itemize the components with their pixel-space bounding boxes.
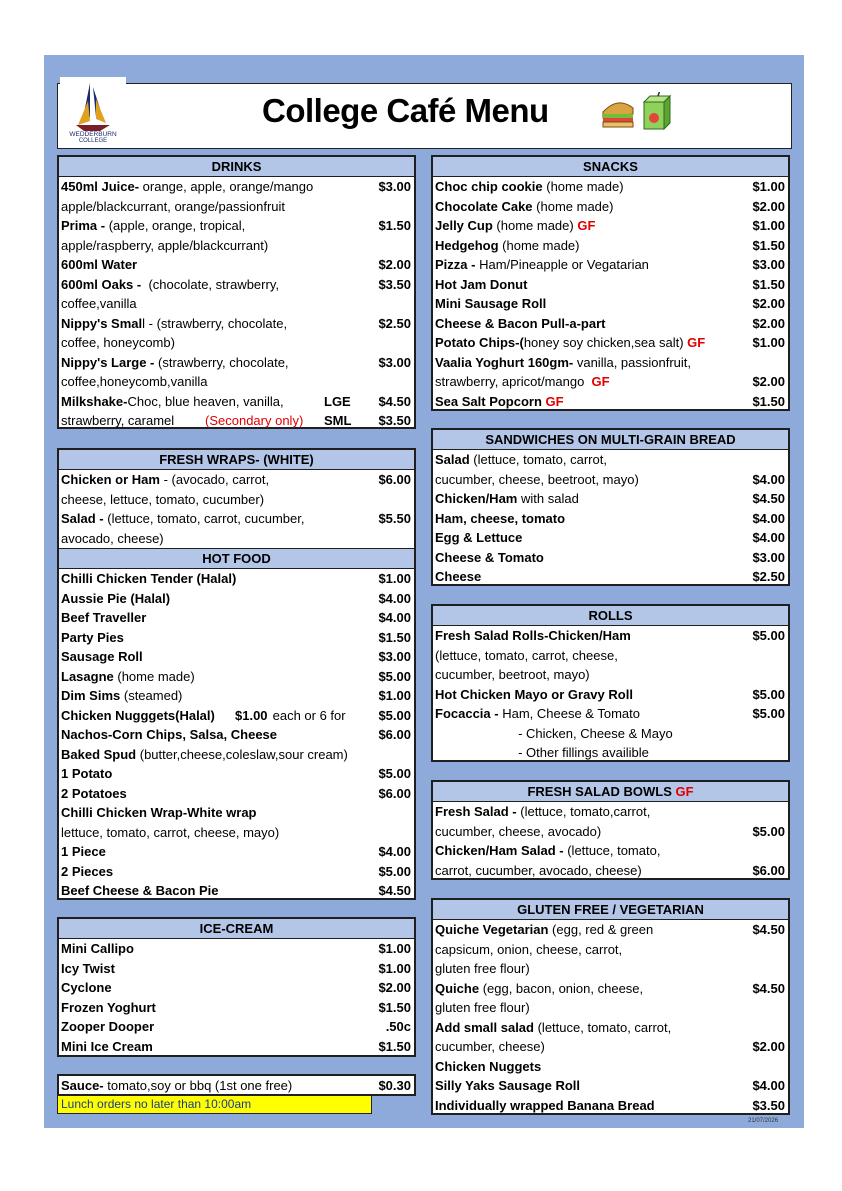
item-description: cucumber, cheese) — [435, 1039, 545, 1054]
item-description: coffee,vanilla — [61, 296, 137, 311]
menu-item — [59, 1017, 414, 1037]
item-description: Ham, Cheese & Tomato — [498, 706, 640, 721]
item-description: (lettuce, tomato, carrot, cheese, — [435, 647, 618, 663]
item-name: Chicken/Ham Salad - — [435, 843, 564, 858]
menu-item — [59, 509, 414, 529]
item-name: Baked Spud — [61, 746, 137, 762]
item-name: Frozen Yoghurt — [61, 999, 156, 1015]
salad-bowls-heading: FRESH SALAD BOWLS GF — [433, 782, 788, 802]
item-price: $2.00 — [378, 257, 411, 272]
item-price: $1.50 — [378, 218, 411, 233]
item-price: $1.00 — [752, 179, 785, 194]
item-name: Nachos-Corn Chips, Salsa, Cheese — [61, 727, 278, 742]
item-price: $5.00 — [378, 766, 411, 781]
item-name: Dim Sims — [61, 688, 121, 703]
item-name: Hedgehog — [435, 237, 499, 253]
item-price: $1.50 — [752, 393, 785, 409]
wraps-hotfood-section — [57, 448, 416, 900]
item-name: Sausage Roll — [61, 649, 143, 664]
drinks-heading: DRINKS — [59, 157, 414, 177]
item-name: Quiche Vegetarian — [435, 922, 549, 937]
page-title: College Café Menu — [262, 92, 549, 129]
menu-item — [433, 861, 788, 881]
item-name: Cyclone — [61, 980, 112, 995]
snacks-section — [431, 155, 790, 411]
item-name: Prima - — [61, 218, 106, 233]
item-price: $3.50 — [752, 1097, 785, 1113]
menu-item — [59, 177, 414, 197]
item-price: $3.00 — [378, 179, 411, 194]
item-price: $3.00 — [752, 549, 785, 565]
item-description: apple/blackcurrant, orange/passionfruit — [61, 198, 286, 214]
print-date: 21/07/2026 — [748, 1118, 779, 1124]
menu-item — [433, 704, 788, 724]
item-price: $2.50 — [752, 569, 785, 584]
item-name: 600ml Oaks - — [61, 276, 142, 292]
item-name: Nippy's Large - — [61, 354, 155, 370]
menu-item — [59, 353, 414, 373]
item-name: Sea Salt Popcorn — [435, 393, 546, 409]
item-description: vanilla, passionfruit, — [573, 354, 692, 370]
menu-item — [433, 294, 788, 314]
item-description: honey soy chicken,sea salt) — [523, 335, 688, 350]
menu-item: Sauce- tomato,soy or bbq (1st one free) $0.30 — [61, 1078, 411, 1093]
gluten-free-badge: GF — [577, 218, 596, 233]
item-description: - Other fillings availible — [435, 745, 649, 760]
hotfood-heading: HOT FOOD — [59, 548, 414, 569]
item-price: $1.00 — [378, 571, 411, 586]
item-name: Chicken/Ham — [435, 491, 518, 506]
wraps-heading: FRESH WRAPS- (WHITE) — [59, 450, 414, 470]
menu-item — [433, 333, 788, 353]
item-description: (apple, orange, tropical, — [105, 218, 246, 233]
menu-item — [59, 686, 414, 706]
menu-item — [433, 665, 788, 685]
item-price: $2.00 — [752, 198, 785, 214]
item-description: l - (strawberry, chocolate, — [142, 315, 288, 331]
sandwich-icon — [603, 103, 633, 127]
menu-item — [59, 294, 414, 314]
item-price: $1.00 — [752, 218, 785, 233]
menu-item — [59, 569, 414, 589]
menu-item: Milkshake-Choc, blue heaven, vanilla, LGE $4.50 — [61, 393, 411, 409]
item-description: cheese, lettuce, tomato, cucumber) — [61, 491, 265, 507]
item-name: Jelly Cup — [435, 218, 493, 233]
item-price: $2.00 — [378, 980, 411, 995]
item-description: gluten free flour) — [435, 1000, 530, 1015]
icecream-heading: ICE-CREAM — [59, 919, 414, 939]
item-name: Chicken or Ham — [61, 472, 160, 487]
menu-item — [433, 743, 788, 763]
item-name: Focaccia - — [435, 706, 499, 721]
item-description: coffee, honeycomb) — [61, 335, 175, 350]
item-name: Potato Chips-( — [435, 335, 524, 350]
item-description: (egg, red & green — [548, 922, 654, 937]
menu-item — [59, 216, 414, 236]
menu-item — [59, 490, 414, 510]
item-price: $3.00 — [752, 257, 785, 272]
lunch-order-note: Lunch orders no later than 10:00am — [57, 1095, 372, 1114]
item-name: Pizza - — [435, 257, 476, 272]
item-description: cucumber, beetroot, mayo) — [435, 667, 590, 682]
item-name: 600ml Water — [61, 257, 138, 272]
menu-item — [433, 489, 788, 509]
item-name: 2 Potatoes — [61, 785, 127, 801]
item-price: $1.50 — [752, 276, 785, 292]
item-price: $4.00 — [378, 590, 411, 606]
item-name: Icy Twist — [61, 960, 115, 976]
item-price: $4.00 — [752, 1078, 785, 1093]
item-description: (strawberry, chocolate, — [154, 354, 289, 370]
menu-item — [59, 608, 414, 628]
gluten-free-badge: GF — [591, 374, 610, 389]
item-name: Fresh Salad Rolls-Chicken/Ham — [435, 628, 631, 643]
item-name: Lasagne — [61, 668, 114, 684]
item-name: Fresh Salad - — [435, 804, 517, 819]
menu-item — [59, 959, 414, 979]
item-name: 1 Potato — [61, 766, 113, 781]
item-price: $1.00 — [752, 335, 785, 350]
menu-item — [433, 392, 788, 412]
menu-item — [433, 822, 788, 842]
item-price: $4.00 — [752, 471, 785, 487]
item-name: Silly Yaks Sausage Roll — [435, 1078, 581, 1093]
item-price: $3.00 — [378, 649, 411, 664]
item-price: $5.00 — [378, 707, 411, 723]
item-description: (lettuce, tomato, carrot, — [469, 452, 607, 467]
item-description: (home made) — [492, 218, 578, 233]
item-name: Mini Callipo — [61, 941, 134, 956]
item-description: avocado, cheese) — [61, 530, 164, 546]
item-price: $5.00 — [378, 668, 411, 684]
item-description: - (avocado, carrot, — [159, 472, 270, 487]
salad-bowls-section — [431, 780, 790, 880]
item-price: $1.00 — [378, 960, 411, 976]
menu-item — [59, 823, 414, 843]
item-price: $3.50 — [378, 276, 411, 292]
item-description: (home made) — [542, 179, 624, 194]
item-price: $6.00 — [378, 785, 411, 801]
menu-item — [59, 978, 414, 998]
menu-item — [433, 450, 788, 470]
menu-item — [59, 725, 414, 745]
menu-item — [433, 567, 788, 587]
item-name: 2 Pieces — [61, 863, 114, 879]
item-price: $4.00 — [752, 530, 785, 545]
item-name: Cheese & Tomato — [435, 549, 544, 565]
item-name: Chocolate Cake — [435, 198, 533, 214]
menu-item — [59, 314, 414, 334]
item-price: $2.00 — [752, 1039, 785, 1054]
item-price: $4.50 — [752, 922, 785, 937]
item-price: $2.00 — [752, 315, 785, 331]
sandwiches-heading: SANDWICHES ON MULTI-GRAIN BREAD — [433, 430, 788, 450]
menu-item — [59, 236, 414, 256]
menu-item — [433, 1037, 788, 1057]
item-description: cucumber, cheese, beetroot, mayo) — [435, 471, 639, 487]
item-description: with salad — [517, 491, 579, 506]
item-price: $4.50 — [752, 980, 785, 996]
item-price: $1.50 — [378, 1038, 411, 1054]
snacks-heading: SNACKS — [433, 157, 788, 177]
item-price: $5.00 — [752, 628, 785, 643]
item-price: $1.50 — [378, 999, 411, 1015]
menu-item — [433, 236, 788, 256]
menu-item — [433, 275, 788, 295]
item-name: Vaalia Yoghurt 160gm- — [435, 354, 574, 370]
college-logo — [60, 77, 126, 143]
nugget-each-text: each or 6 for — [269, 707, 346, 723]
menu-item — [433, 626, 788, 646]
item-price: $1.50 — [378, 629, 411, 645]
item-description: (home made) — [498, 237, 580, 253]
menu-item — [433, 841, 788, 861]
menu-item — [433, 685, 788, 705]
item-description: orange, apple, orange/mango — [139, 179, 314, 194]
svg-text:WEDDERBURN: WEDDERBURN — [69, 131, 117, 138]
item-price: $5.00 — [752, 823, 785, 839]
item-name: Aussie Pie (Halal) — [61, 590, 171, 606]
item-description: (lettuce, tomato, carrot, — [533, 1019, 672, 1035]
item-name: Mini Ice Cream — [61, 1038, 153, 1054]
item-description: apple/raspberry, apple/blackcurrant) — [61, 237, 269, 253]
item-description: (lettuce, tomato, — [563, 843, 661, 858]
item-description: lettuce, tomato, carrot, cheese, mayo) — [61, 824, 280, 840]
menu-item — [433, 920, 788, 940]
item-name: Salad — [435, 452, 470, 467]
gluten-free-badge: GF — [687, 335, 706, 350]
item-name: Zooper Dooper — [61, 1019, 155, 1034]
item-price: $5.00 — [752, 686, 785, 702]
item-name: Chilli Chicken Tender (Halal) — [61, 571, 237, 586]
item-price: $2.00 — [752, 374, 785, 389]
item-description: (butter,cheese,coleslaw,sour cream) — [136, 746, 348, 762]
gluten-free-heading: GLUTEN FREE / VEGETARIAN — [433, 900, 788, 920]
item-name: Hot Chicken Mayo or Gravy Roll — [435, 686, 633, 702]
menu-item: strawberry, caramel (Secondary only) SML $3.50 — [61, 413, 411, 428]
item-name: Chicken Nugggets(Halal) — [61, 707, 215, 723]
menu-item — [433, 1076, 788, 1096]
menu-item — [59, 529, 414, 549]
menu-item — [433, 197, 788, 217]
item-name: Beef Traveller — [61, 610, 147, 625]
menu-item — [433, 353, 788, 373]
item-name: Choc chip cookie — [435, 179, 543, 194]
menu-item — [59, 255, 414, 275]
item-price: $4.00 — [378, 610, 411, 625]
drinks-section — [57, 155, 416, 429]
menu-item — [433, 998, 788, 1018]
menu-item — [433, 646, 788, 666]
menu-item — [59, 197, 414, 217]
item-name: Beef Cheese & Bacon Pie — [61, 883, 219, 898]
item-description: (lettuce, tomato, carrot, cucumber, — [103, 511, 305, 526]
item-name: 1 Piece — [61, 844, 106, 859]
menu-item — [59, 1037, 414, 1057]
item-name: Mini Sausage Roll — [435, 296, 547, 311]
menu-item — [433, 1018, 788, 1038]
menu-item — [59, 862, 414, 882]
menu-item — [433, 470, 788, 490]
item-price: $6.00 — [752, 862, 785, 878]
item-price: $5.50 — [378, 511, 411, 526]
item-name: Hot Jam Donut — [435, 276, 528, 292]
item-description: - Chicken, Cheese & Mayo — [435, 725, 673, 741]
item-price: $6.00 — [378, 472, 411, 487]
item-description: (home made) — [532, 198, 614, 214]
item-price: $5.00 — [752, 706, 785, 721]
sauce-section — [57, 1074, 416, 1096]
item-name: Nippy's Smal — [61, 315, 143, 331]
menu-item — [59, 803, 414, 823]
item-description: strawberry, apricot/mango — [435, 374, 592, 389]
item-description: (lettuce, tomato,carrot, — [516, 804, 651, 819]
menu-item — [59, 275, 414, 295]
menu-item — [59, 589, 414, 609]
menu-item — [59, 647, 414, 667]
item-description: cucumber, cheese, avocado) — [435, 823, 602, 839]
menu-item — [433, 509, 788, 529]
menu-item — [59, 470, 414, 490]
gluten-free-badge: GF — [545, 393, 564, 409]
item-price: $6.00 — [378, 727, 411, 742]
item-description: (egg, bacon, onion, cheese, — [479, 980, 644, 996]
gluten-free-section — [431, 898, 790, 1115]
item-price: $2.00 — [752, 296, 785, 311]
item-name: Egg & Lettuce — [435, 530, 523, 545]
menu-item — [433, 1096, 788, 1116]
item-description: carrot, cucumber, avocado, cheese) — [435, 862, 642, 878]
menu-item — [433, 548, 788, 568]
juice-box-icon — [644, 92, 670, 129]
item-price: $4.00 — [378, 844, 411, 859]
item-name: Cheese & Bacon Pull-a-part — [435, 315, 606, 331]
item-description: (home made) — [113, 668, 195, 684]
item-description: Ham/Pineapple or Vegatarian — [475, 257, 649, 272]
item-name: 450ml Juice- — [61, 179, 140, 194]
sandwiches-section — [431, 428, 790, 586]
menu-item — [59, 784, 414, 804]
rolls-heading: ROLLS — [433, 606, 788, 626]
menu-item — [433, 528, 788, 548]
item-price: $3.00 — [378, 354, 411, 370]
item-name: Cheese — [435, 569, 482, 584]
item-description: gluten free flour) — [435, 961, 530, 976]
menu-item — [433, 979, 788, 999]
item-name: Chicken Nuggets — [435, 1058, 542, 1074]
food-icons — [600, 92, 672, 137]
menu-item — [59, 628, 414, 648]
menu-item — [59, 881, 414, 901]
item-price: $5.00 — [378, 863, 411, 879]
menu-item — [59, 372, 414, 392]
item-description: coffee,honeycomb,vanilla — [61, 374, 208, 389]
menu-item — [59, 667, 414, 687]
item-description: (steamed) — [120, 688, 183, 703]
menu-item — [59, 745, 414, 765]
icecream-section — [57, 917, 416, 1057]
menu-item — [59, 764, 414, 784]
item-price: $2.50 — [378, 315, 411, 331]
rolls-section — [431, 604, 790, 762]
item-name: Quiche — [435, 980, 480, 996]
item-price: $4.50 — [752, 491, 785, 506]
item-price: $4.00 — [752, 510, 785, 526]
item-name: Party Pies — [61, 629, 124, 645]
menu-item — [433, 255, 788, 275]
item-description: (chocolate, strawberry, — [141, 276, 279, 292]
menu-item — [433, 372, 788, 392]
item-price: $1.00 — [378, 688, 411, 703]
item-description: capsicum, onion, cheese, carrot, — [435, 941, 623, 957]
item-price: $4.50 — [378, 883, 411, 898]
menu-item — [59, 706, 414, 726]
item-price: $1.50 — [752, 237, 785, 253]
menu-item — [433, 314, 788, 334]
item-name: Chilli Chicken Wrap-White wrap — [61, 805, 257, 820]
menu-item — [433, 216, 788, 236]
nugget-each-price: $1.00 — [235, 707, 268, 723]
svg-text:COLLEGE: COLLEGE — [78, 138, 108, 143]
menu-item — [59, 998, 414, 1018]
item-name: Ham, cheese, tomato — [435, 510, 566, 526]
menu-item — [433, 940, 788, 960]
menu-item — [433, 177, 788, 197]
menu-item — [59, 939, 414, 959]
item-name: Add small salad — [435, 1019, 534, 1035]
menu-item — [433, 959, 788, 979]
menu-item — [433, 1057, 788, 1077]
item-price: $1.00 — [378, 941, 411, 956]
menu-item — [433, 802, 788, 822]
item-name: Salad - — [61, 511, 104, 526]
item-price: .50c — [385, 1019, 411, 1034]
menu-item — [433, 724, 788, 744]
item-name: Individually wrapped Banana Bread — [435, 1097, 655, 1113]
menu-item — [59, 842, 414, 862]
menu-item — [59, 333, 414, 353]
